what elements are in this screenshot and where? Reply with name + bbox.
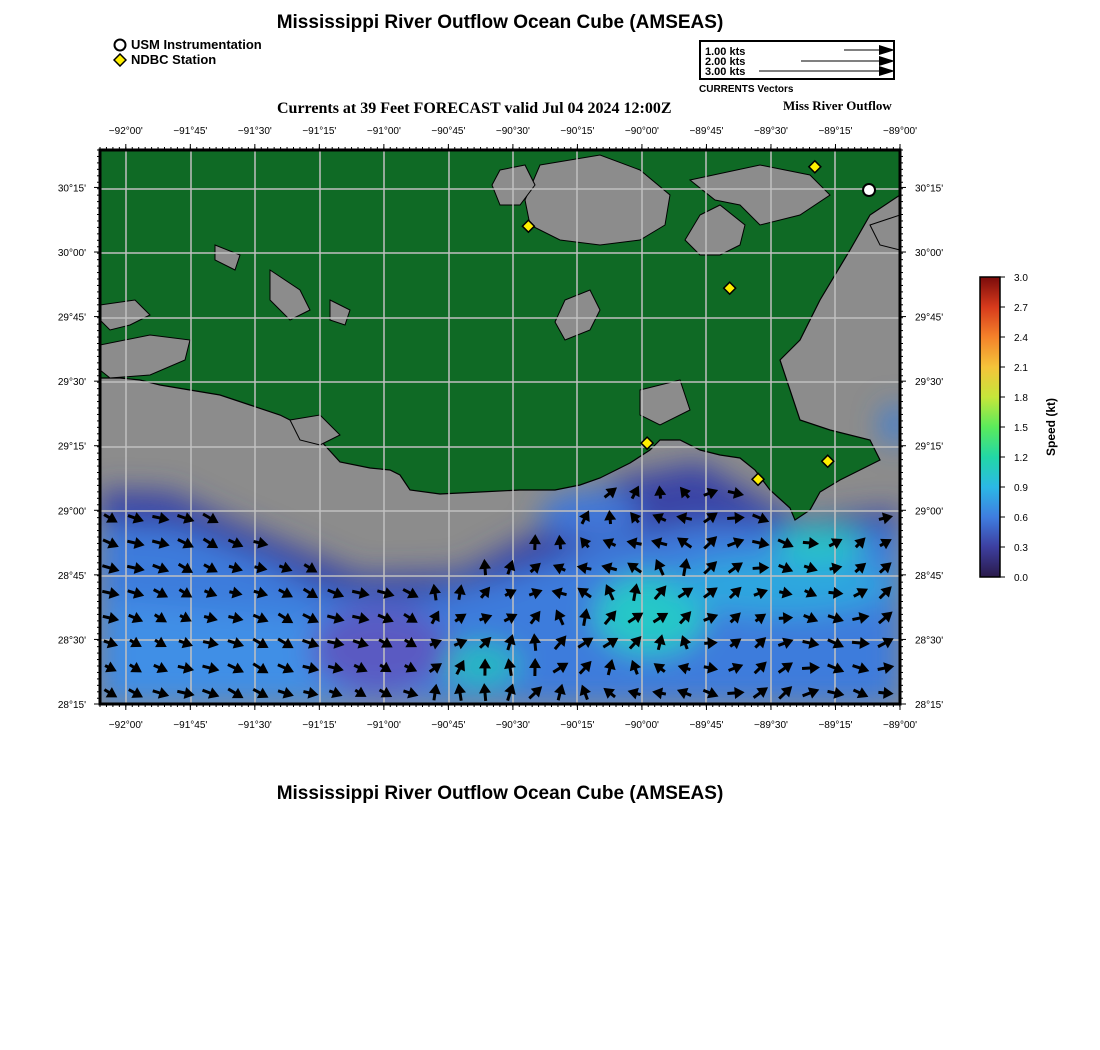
vector-key-entry-3: 3.00 kts: [705, 66, 746, 78]
vector-key-entry-1: 1.00 kts: [705, 46, 746, 58]
colorbar-tick-label: 2.7: [1014, 303, 1028, 314]
second-panel-title: Mississippi River Outflow Ocean Cube (AMSEAS): [276, 783, 724, 804]
vector-key-entry-2: 2.00 kts: [705, 56, 746, 68]
lon-label-top: −89°30': [753, 126, 788, 137]
lon-label-top: −89°00': [883, 126, 917, 137]
lat-label-left: 29°45': [57, 312, 86, 324]
colorbar-tick-label: 0.3: [1014, 543, 1028, 554]
colorbar-tick-label: 0.6: [1014, 513, 1028, 524]
region-label: Miss River Outflow: [783, 98, 892, 113]
lat-label-left: 30°00': [57, 248, 86, 260]
lon-label-top: −90°30': [495, 126, 530, 137]
lon-label-bottom: −91°45': [173, 720, 208, 731]
lon-label-bottom: −92°00': [108, 720, 143, 731]
lat-label-left: 28°15': [57, 700, 86, 711]
lon-label-bottom: −90°45': [431, 720, 466, 731]
lat-label-right: 29°30': [915, 377, 944, 389]
lon-label-bottom: −90°30': [495, 720, 530, 731]
lon-label-bottom: −89°30': [753, 720, 788, 731]
lat-label-left: 30°15': [57, 183, 86, 195]
lon-label-bottom: −90°15': [560, 720, 595, 731]
lon-label-bottom: −89°00': [883, 720, 917, 731]
lat-label-right: 29°45': [915, 312, 944, 324]
colorbar-tick-label: 2.1: [1014, 363, 1028, 374]
lat-label-left: 29°00': [57, 506, 86, 518]
lon-label-top: −90°45': [431, 126, 466, 137]
lat-labels-left: [58, 183, 86, 711]
lat-labels-right: [915, 183, 943, 711]
usm-station-marker: [863, 184, 875, 196]
lon-label-bottom: −91°30': [237, 720, 272, 731]
lon-label-top: −91°45': [173, 126, 208, 137]
lon-label-top: −91°00': [366, 126, 401, 137]
lat-label-left: 29°30': [57, 377, 86, 389]
colorbar-tick-label: 0.0: [1014, 573, 1028, 584]
lon-label-bottom: −89°15': [818, 720, 853, 731]
lat-label-right: 28°45': [915, 570, 944, 582]
lon-label-bottom: −90°00': [624, 720, 659, 731]
lat-label-left: 29°15': [57, 441, 86, 453]
lon-labels-bottom: [109, 720, 917, 731]
lon-label-top: −89°45': [689, 126, 724, 137]
colorbar-tick-label: 0.9: [1014, 483, 1028, 494]
lon-label-top: −91°15': [302, 126, 337, 137]
legend-ndbc-label: NDBC Station: [131, 52, 217, 67]
colorbar-tick-label: 2.4: [1014, 333, 1028, 344]
map-title: Mississippi River Outflow Ocean Cube (AMSEAS): [276, 12, 724, 33]
lat-label-right: 28°15': [915, 700, 944, 711]
lat-label-right: 29°00': [915, 506, 944, 518]
lat-label-right: 30°15': [915, 183, 944, 195]
map-subtitle: Currents at 39 Feet FORECAST valid Jul 04 2024 12:00Z: [277, 100, 672, 117]
speed-colorbar: [980, 273, 1058, 584]
vector-key-caption: CURRENTS Vectors: [699, 84, 794, 95]
lon-label-top: −89°15': [818, 126, 853, 137]
colorbar-tick-label: 1.5: [1014, 423, 1028, 434]
colorbar-label: Speed (kt): [1044, 397, 1058, 457]
lat-label-right: 29°15': [915, 441, 944, 453]
lat-label-right: 28°30': [915, 635, 944, 647]
lon-label-top: −92°00': [108, 126, 143, 137]
lon-label-bottom: −89°45': [689, 720, 724, 731]
lon-label-top: −90°15': [560, 126, 595, 137]
legend-usm-label: USM Instrumentation: [131, 37, 262, 52]
lon-labels-top: [109, 126, 917, 137]
lat-label-left: 28°30': [57, 635, 86, 647]
lon-label-top: −90°00': [624, 126, 659, 137]
lat-label-right: 30°00': [915, 248, 944, 260]
lon-label-bottom: −91°15': [302, 720, 337, 731]
colorbar-tick-label: 1.2: [1014, 453, 1028, 464]
colorbar-tick-label: 1.8: [1014, 393, 1028, 404]
lon-label-bottom: −91°00': [366, 720, 401, 731]
lon-label-top: −91°30': [237, 126, 272, 137]
colorbar-tick-label: 3.0: [1014, 273, 1028, 284]
lat-label-left: 28°45': [57, 570, 86, 582]
